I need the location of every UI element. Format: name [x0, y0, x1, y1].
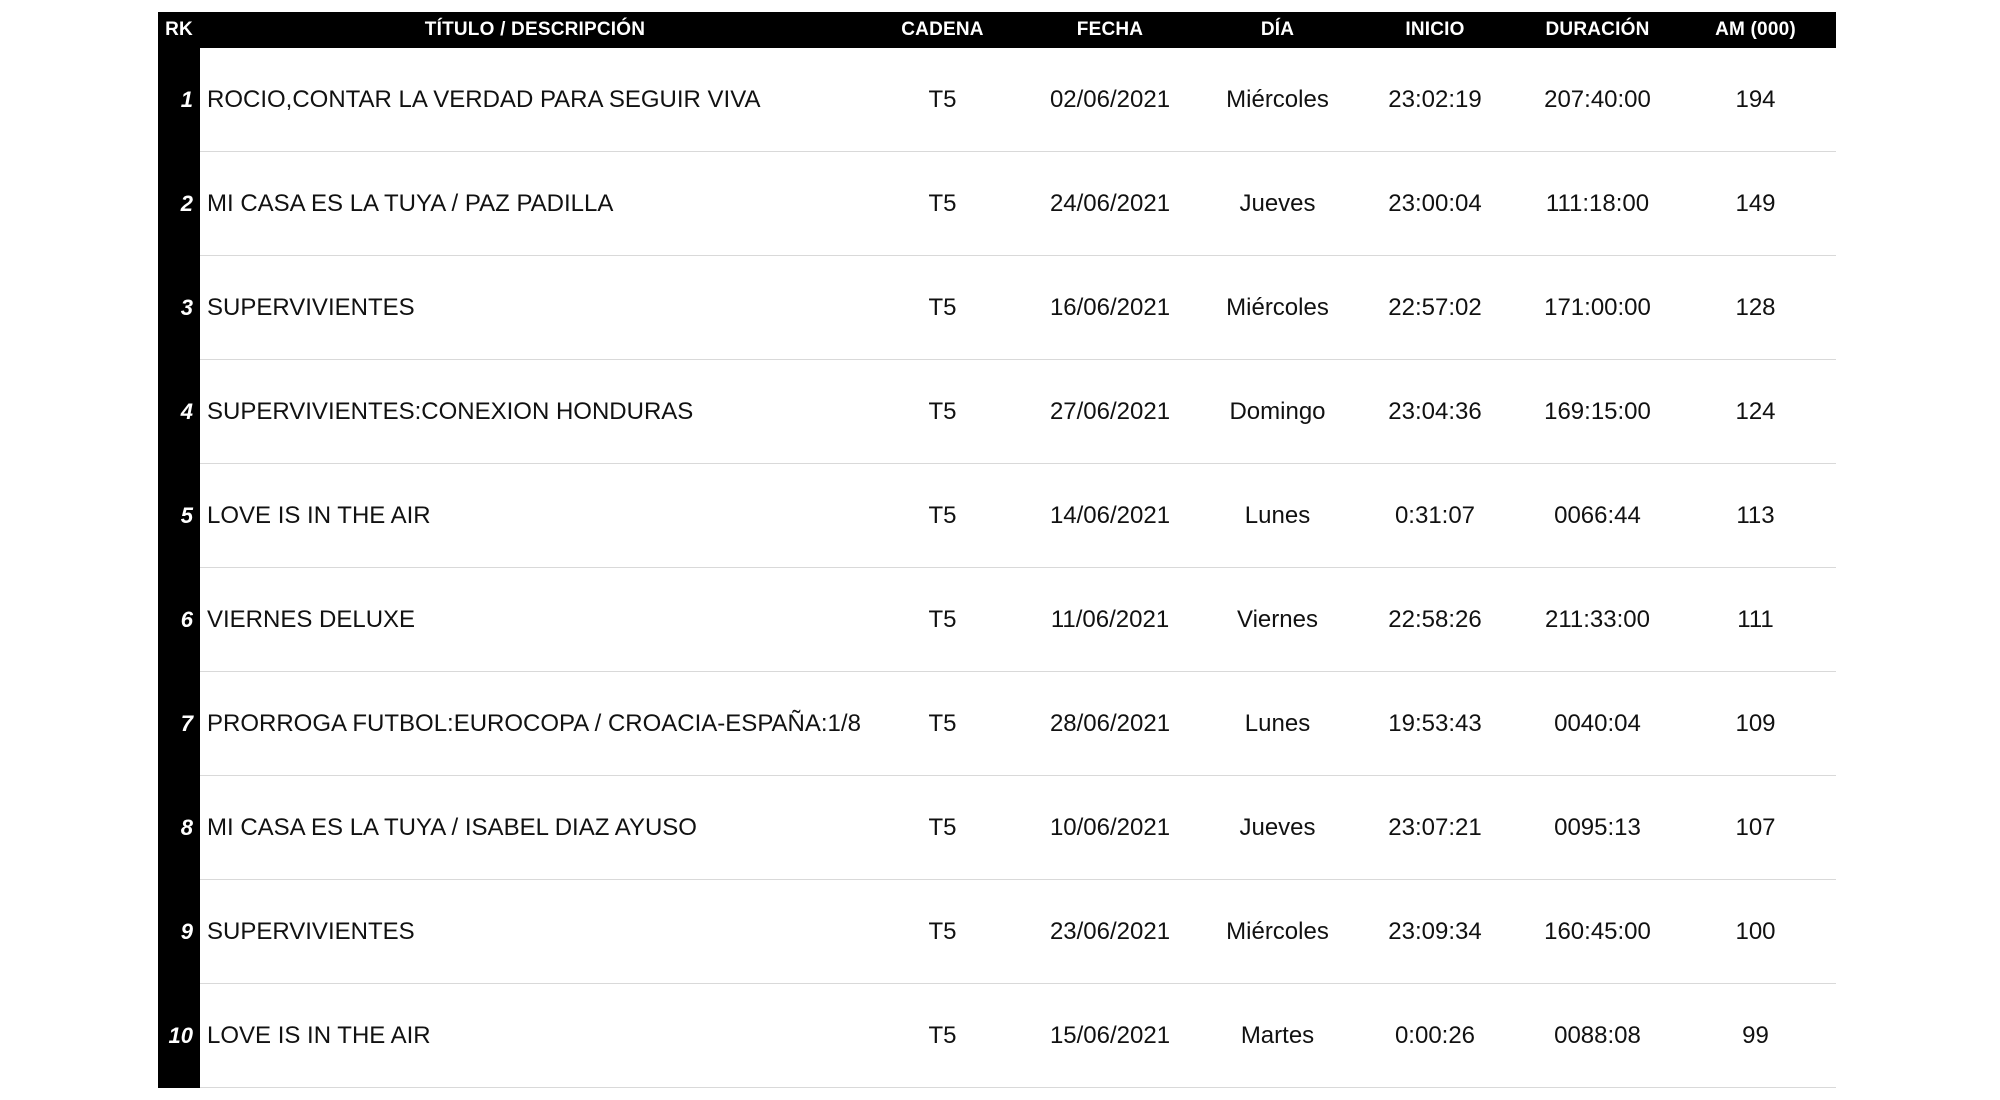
column-header-duration: DURACIÓN	[1545, 19, 1650, 40]
rank-cell: 2	[158, 152, 200, 256]
tv-ratings-ranking-table	[158, 12, 1836, 1088]
rank-cell: 7	[158, 672, 200, 776]
day-cell: Miércoles	[1226, 294, 1329, 321]
rank-cell: 10	[158, 984, 200, 1088]
rank-cell: 8	[158, 776, 200, 880]
title-cell: MI CASA ES LA TUYA / ISABEL DIAZ AYUSO	[207, 814, 697, 841]
table-row	[158, 568, 1836, 672]
column-header-title: TÍTULO / DESCRIPCIÓN	[424, 19, 646, 40]
start-cell: 0:31:07	[1394, 502, 1476, 529]
audience-cell: 124	[1735, 398, 1776, 425]
channel-cell: T5	[928, 814, 957, 841]
table-row	[158, 464, 1836, 568]
audience-cell: 194	[1735, 86, 1776, 113]
duration-cell: 160:45:00	[1544, 918, 1651, 945]
column-header-start: INICIO	[1405, 19, 1465, 40]
date-cell: 11/06/2021	[1050, 606, 1170, 633]
rank-cell: 1	[158, 48, 200, 152]
title-cell: PRORROGA FUTBOL:EUROCOPA / CROACIA-ESPAÑA:1/8	[207, 710, 861, 737]
day-cell: Lunes	[1244, 710, 1311, 737]
day-cell: Jueves	[1239, 190, 1316, 217]
start-cell: 22:57:02	[1388, 294, 1482, 321]
rank-cell: 5	[158, 464, 200, 568]
audience-cell: 149	[1735, 190, 1776, 217]
table-row	[158, 256, 1836, 360]
column-header-audience: AM (000)	[1715, 19, 1796, 40]
start-cell: 0:00:26	[1394, 1022, 1476, 1049]
date-cell: 02/06/2021	[1049, 86, 1171, 113]
day-cell: Miércoles	[1226, 86, 1329, 113]
rank-cell: 4	[158, 360, 200, 464]
column-header-rank: RK	[165, 19, 193, 40]
title-cell: LOVE IS IN THE AIR	[207, 1022, 431, 1049]
date-cell: 15/06/2021	[1049, 1022, 1171, 1049]
table-row	[158, 360, 1836, 464]
start-cell: 23:09:34	[1388, 918, 1482, 945]
date-cell: 23/06/2021	[1049, 918, 1171, 945]
rank-cell: 3	[158, 256, 200, 360]
date-cell: 14/06/2021	[1049, 502, 1171, 529]
duration-cell: 111:18:00	[1545, 190, 1650, 217]
channel-cell: T5	[928, 606, 957, 633]
rank-cell: 9	[158, 880, 200, 984]
column-header-day: DÍA	[1260, 19, 1295, 40]
title-cell: ROCIO,CONTAR LA VERDAD PARA SEGUIR VIVA	[207, 86, 761, 113]
date-cell: 10/06/2021	[1049, 814, 1171, 841]
channel-cell: T5	[928, 190, 957, 217]
table-row	[158, 984, 1836, 1088]
day-cell: Domingo	[1229, 398, 1326, 425]
duration-cell: 169:15:00	[1544, 398, 1651, 425]
channel-cell: T5	[928, 86, 957, 113]
start-cell: 19:53:43	[1388, 710, 1482, 737]
audience-cell: 99	[1742, 1022, 1769, 1049]
channel-cell: T5	[928, 502, 957, 529]
title-cell: SUPERVIVIENTES:CONEXION HONDURAS	[207, 398, 694, 425]
title-cell: SUPERVIVIENTES	[207, 918, 415, 945]
table-row	[158, 48, 1836, 152]
date-cell: 24/06/2021	[1049, 190, 1171, 217]
table-body	[158, 48, 1836, 1088]
channel-cell: T5	[928, 294, 957, 321]
audience-cell: 100	[1735, 918, 1776, 945]
date-cell: 16/06/2021	[1049, 294, 1171, 321]
audience-cell: 113	[1736, 502, 1775, 529]
rank-cell: 6	[158, 568, 200, 672]
title-cell: MI CASA ES LA TUYA / PAZ PADILLA	[207, 190, 614, 217]
day-cell: Viernes	[1237, 606, 1318, 633]
duration-cell: 0088:08	[1554, 1022, 1641, 1049]
table-row	[158, 672, 1836, 776]
duration-cell: 0040:04	[1554, 710, 1641, 737]
channel-cell: T5	[928, 710, 957, 737]
table-row	[158, 152, 1836, 256]
start-cell: 23:00:04	[1388, 190, 1482, 217]
start-cell: 23:07:21	[1388, 814, 1482, 841]
title-cell: VIERNES DELUXE	[207, 606, 416, 633]
day-cell: Jueves	[1239, 814, 1316, 841]
channel-cell: T5	[928, 918, 957, 945]
table-row	[158, 776, 1836, 880]
title-cell: LOVE IS IN THE AIR	[207, 502, 431, 529]
column-header-channel: CADENA	[901, 19, 984, 40]
channel-cell: T5	[928, 1022, 957, 1049]
duration-cell: 0095:13	[1554, 814, 1641, 841]
channel-cell: T5	[928, 398, 957, 425]
duration-cell: 211:33:00	[1545, 606, 1650, 633]
date-cell: 27/06/2021	[1049, 398, 1171, 425]
day-cell: Miércoles	[1226, 918, 1329, 945]
duration-cell: 0066:44	[1554, 502, 1641, 529]
duration-cell: 207:40:00	[1544, 86, 1651, 113]
date-cell: 28/06/2021	[1049, 710, 1171, 737]
start-cell: 23:04:36	[1388, 398, 1482, 425]
start-cell: 23:02:19	[1388, 86, 1482, 113]
title-cell: SUPERVIVIENTES	[207, 294, 415, 321]
audience-cell: 107	[1735, 814, 1776, 841]
audience-cell: 111	[1737, 606, 1774, 633]
table-header-row	[158, 12, 1836, 48]
column-header-date: FECHA	[1076, 19, 1144, 40]
day-cell: Martes	[1240, 1022, 1315, 1049]
duration-cell: 171:00:00	[1544, 294, 1651, 321]
start-cell: 22:58:26	[1388, 606, 1482, 633]
audience-cell: 109	[1735, 710, 1776, 737]
table-row	[158, 880, 1836, 984]
audience-cell: 128	[1735, 294, 1776, 321]
day-cell: Lunes	[1244, 502, 1311, 529]
